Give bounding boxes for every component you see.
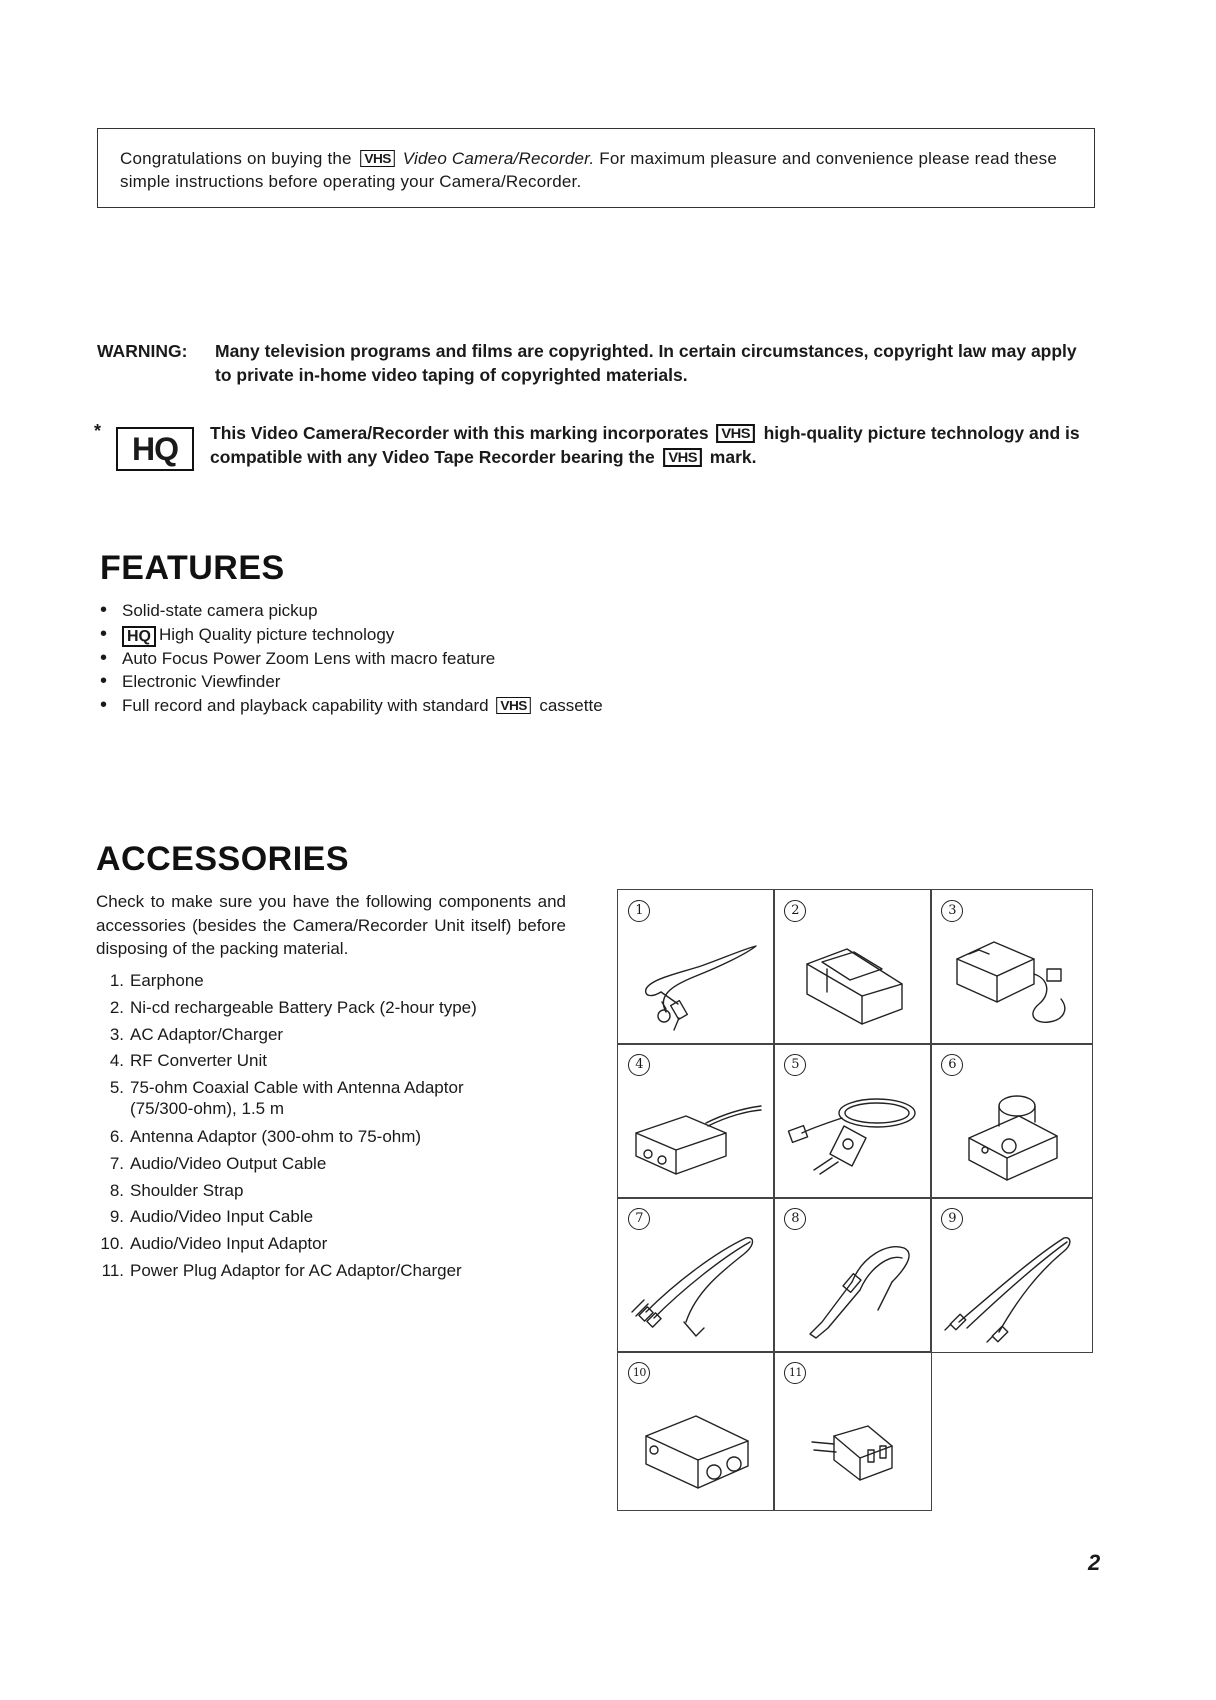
cell-number: 4 xyxy=(628,1054,650,1076)
item-number: 11. xyxy=(101,1260,124,1280)
item-text: Antenna Adaptor (300-ohm to 75-ohm) xyxy=(130,1126,422,1146)
list-item-continuation: (75/300-ohm), 1.5 m xyxy=(130,1098,285,1118)
cell-number: 10 xyxy=(628,1362,650,1384)
list-item xyxy=(96,1178,576,1205)
hq-asterisk: * xyxy=(94,421,102,441)
hq-logo-inline: HQ xyxy=(122,626,156,647)
antenna-adaptor-icon xyxy=(939,1078,1077,1190)
item-number: 8. xyxy=(109,1180,124,1200)
item-text: 75-ohm Coaxial Cable with Antenna Adaptor xyxy=(130,1078,464,1098)
intro-text-2: Video Camera/Recorder. xyxy=(402,149,595,168)
warning-label: WARNING: xyxy=(97,341,188,361)
item-text: AC Adaptor/Charger xyxy=(130,1024,284,1044)
cell-number: 11 xyxy=(784,1362,806,1384)
item-text: RF Converter Unit xyxy=(130,1051,267,1071)
battery-pack-icon xyxy=(782,924,920,1036)
accessories-grid xyxy=(618,890,1092,1510)
power-plug-adaptor-icon xyxy=(782,1386,920,1498)
hq-text-c: mark. xyxy=(709,447,757,467)
list-item xyxy=(96,1151,576,1178)
cell-number: 2 xyxy=(784,900,806,922)
accessories-heading: ACCESSORIES xyxy=(96,840,349,878)
list-item xyxy=(96,968,576,995)
vhs-logo: VHS xyxy=(497,697,532,714)
grid-cell-ac-adaptor xyxy=(930,889,1092,1044)
hq-logo: HQ xyxy=(116,427,194,471)
feature-item xyxy=(100,647,603,671)
list-item xyxy=(96,1258,576,1285)
item-number: 10. xyxy=(100,1234,124,1254)
accessories-list xyxy=(96,968,576,1285)
features-heading: FEATURES xyxy=(100,549,285,587)
accessories-intro: Check to make sure you have the following components and accessories (besides the Camera/Recorder Unit itself) before disposing of the packing material. xyxy=(96,892,566,958)
item-number: 4. xyxy=(109,1051,124,1071)
grid-cell-av-output-cable xyxy=(617,1197,774,1352)
item-text: Earphone xyxy=(130,971,204,990)
item-number: 3. xyxy=(109,1024,124,1044)
list-item xyxy=(96,1048,576,1075)
item-number: 1. xyxy=(109,971,124,990)
feature-text: Full record and playback capability with standard xyxy=(122,695,489,715)
item-number: 7. xyxy=(109,1153,124,1173)
hq-note-text xyxy=(210,421,1090,469)
grid-cell-antenna-adaptor xyxy=(930,1043,1092,1198)
item-text: Audio/Video Output Cable xyxy=(130,1153,327,1173)
feature-text: Auto Focus Power Zoom Lens with macro feature xyxy=(122,648,496,668)
list-item xyxy=(96,1231,576,1258)
item-number: 2. xyxy=(109,997,124,1017)
list-item xyxy=(96,1204,576,1231)
list-item xyxy=(96,995,576,1022)
earphone-icon xyxy=(626,924,764,1036)
cell-number: 5 xyxy=(784,1054,806,1076)
intro-text-3: For maximum pleasure and convenience please read these simple instructions before operating your Camera/Recorder. xyxy=(120,149,1058,191)
item-text: Shoulder Strap xyxy=(130,1180,244,1200)
cell-number: 9 xyxy=(941,1208,963,1230)
coaxial-cable-icon xyxy=(782,1078,920,1190)
intro-text-1: Congratulations on buying the xyxy=(120,149,352,168)
features-list xyxy=(100,599,603,717)
feature-text: High Quality picture technology xyxy=(159,624,395,644)
ac-adaptor-icon xyxy=(939,924,1077,1036)
av-output-cable-icon xyxy=(626,1232,764,1344)
feature-item xyxy=(100,599,603,623)
item-number: 9. xyxy=(109,1207,124,1227)
grid-cell-rf-converter xyxy=(617,1043,774,1198)
hq-text-a: This Video Camera/Recorder with this marking incorporates xyxy=(210,423,709,443)
item-text: Audio/Video Input Cable xyxy=(130,1207,314,1227)
hq-text-b: high-quality picture technology and is compatible with any Video Tape Recorder bearing the xyxy=(210,423,1080,467)
grid-cell-av-input-cable xyxy=(930,1197,1092,1352)
grid-cell-coaxial-cable xyxy=(773,1043,931,1198)
intro-box xyxy=(97,128,1095,208)
item-number: 5. xyxy=(109,1078,124,1098)
item-text: Ni-cd rechargeable Battery Pack (2-hour type) xyxy=(130,997,477,1017)
shoulder-strap-icon xyxy=(782,1232,920,1344)
feature-text: Solid-state camera pickup xyxy=(122,601,318,620)
feature-item xyxy=(100,670,603,694)
feature-text: Electronic Viewfinder xyxy=(122,672,281,691)
cell-number: 7 xyxy=(628,1208,650,1230)
grid-cell-shoulder-strap xyxy=(773,1197,931,1352)
warning-text: Many television programs and films are copyrighted. In certain circumstances, copyright law may apply to private in-home video taping of copyrighted materials. xyxy=(215,341,1077,385)
list-item xyxy=(96,1124,576,1151)
feature-text-tail: cassette xyxy=(539,695,603,715)
list-item xyxy=(96,1022,576,1049)
item-text: Audio/Video Input Adaptor xyxy=(130,1234,328,1254)
item-text: Power Plug Adaptor for AC Adaptor/Charger xyxy=(130,1260,462,1280)
grid-cell-battery-pack xyxy=(773,889,931,1044)
cell-number: 6 xyxy=(941,1054,963,1076)
av-input-adaptor-icon xyxy=(626,1386,764,1498)
grid-cell-av-input-adaptor xyxy=(617,1351,774,1510)
feature-item xyxy=(100,694,603,718)
feature-item xyxy=(100,623,603,647)
cell-number: 8 xyxy=(784,1208,806,1230)
grid-cell-earphone xyxy=(617,889,774,1044)
cell-number: 3 xyxy=(941,900,963,922)
cell-number: 1 xyxy=(628,900,650,922)
av-input-cable-icon xyxy=(939,1232,1077,1344)
rf-converter-icon xyxy=(626,1078,764,1190)
vhs-logo: VHS xyxy=(360,150,395,167)
vhs-logo: VHS xyxy=(663,448,702,467)
item-number: 6. xyxy=(109,1126,124,1146)
grid-cell-empty xyxy=(930,1351,1092,1510)
page-number: 2 xyxy=(1088,1550,1101,1575)
vhs-logo: VHS xyxy=(717,424,756,443)
grid-cell-power-plug-adaptor xyxy=(773,1351,931,1510)
